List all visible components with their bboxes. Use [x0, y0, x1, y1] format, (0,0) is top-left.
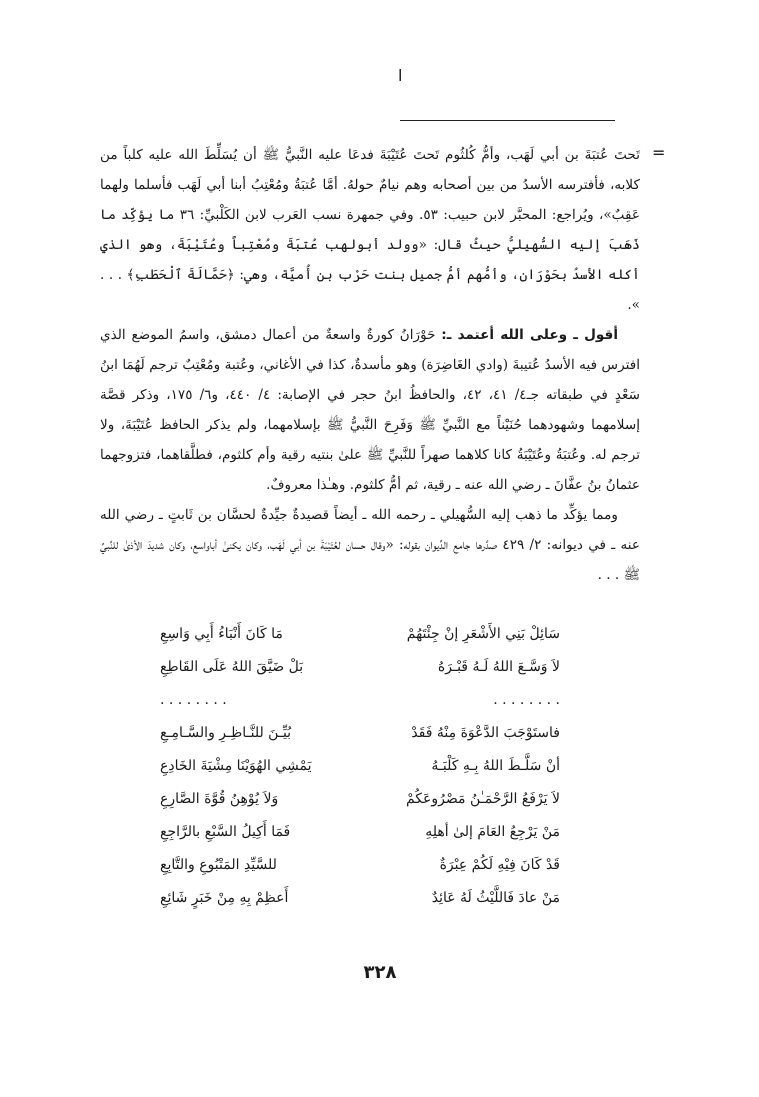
- verse-second-hemistich: بَلْ ضَيَّقَ اللهُ عَلَى القَاطِعِ: [160, 659, 304, 675]
- poem-verse: [160, 750, 560, 783]
- poem-verse: [160, 816, 560, 849]
- verse-second-hemistich: وَلاَ يُوْهِنُ قُوَّةَ الصَّارِعِ: [160, 791, 279, 807]
- poem-verse: [160, 618, 560, 651]
- poem-verse: [160, 783, 560, 816]
- verse-first-hemistich: لاَ وَسَّـعَ اللهُ لَـهُ قَبْـرَهُ: [437, 659, 560, 675]
- verse-first-hemistich: سَائِلْ بَنِي الأَشْعَرِ إنْ جِئْتَهُمْ: [406, 626, 560, 642]
- poem-verse: [160, 882, 560, 915]
- verse-second-hemistich: للسَّيِّدِ المَتْبُوعِ والتَّابِعِ: [160, 857, 277, 873]
- footnote-text: [100, 140, 640, 590]
- footnote-divider: [400, 120, 615, 121]
- verse-second-hemistich: فَمَا أَكِيلُ السَّبْعِ بالرَّاجِعِ: [160, 824, 291, 840]
- poem-verse: [160, 717, 560, 750]
- paragraph-2-lead: أقول ـ وعلى الله أعتمد ـ:: [441, 327, 618, 343]
- verse-second-hemistich: . . . . . . . .: [160, 692, 227, 708]
- paragraph-1: تَحتَ عُتبَةَ بن أبي لَهَب، وأمُّ كُلثُوم تَحتَ عُتَيْبَةَ فدعَا عليه النَّبيُّ ﷺ أن يُسَلِّطَ الله عليه كلباً من كلابه، فأفترسه الأسدُ من بين أصحابه وهم نيامٌ حولهُ. أمَّا عُتبَةُ ومُعْتِبُ أبنا أبي لَهَب فأسلما ولهما عَقِبٌ»، ويُراجع: المحبَّر لابن حبيب: ٥٣. وفي جمهرة نسب العَرب لابن الكَلْبيِّ: ٣٦ ما يؤكِّد ما ذَهَبَ إليه السُّهيليُّ حيثُ قال: «وولد أبولهب عُتبَةَ ومُعْتِباً وعُتَيْبَةَ، وهو الذي أكله الأسدُ بحَوْرَان، وأمُّهم أمُّ جميل بنت حَرْب بن أُميَّة، وهي: ﴿حَمَّالَةَ ٱلْحَطَبِ﴾ . . . ».: [100, 147, 641, 313]
- verse-second-hemistich: أَعظِمْ بِهِ مِنْ خَبَرٍ شَائِعِ: [160, 890, 289, 906]
- verse-first-hemistich: مَنْ يَرْجِعُ العَامَ إلىٰ أهلِهِ: [425, 824, 560, 840]
- verse-first-hemistich: قَدْ كَانَ فِيْهِ لَكُمْ عِبْرَةٌ: [439, 857, 560, 873]
- verse-first-hemistich: مَنْ عادَ فَاللَّيْثُ لَهُ عَائِدٌ: [431, 890, 560, 906]
- paragraph-2: [100, 320, 640, 500]
- poem: [160, 618, 560, 915]
- verse-first-hemistich: أنْ سَلَّـطَ اللهُ بِـهِ كَلْبَـهُ: [431, 758, 560, 774]
- paragraph-2-text: حَوْرَانُ كورةٌ واسعةٌ من أعمال دمشق، واسمُ الموضع الذي افترس فيه الأسدُ عُتيبةَ (وادي الغَاضِرَة) وهو مأسدةٌ، كذا في الأغاني، وعُتبة ومُعْتِبٌ ترجم لَهُمَا ابنُ سَعْدٍ في طبقاته جـ٤/ ٤١، ٤٢، والحافظُ ابنُ حجر في الإصابة: ٤/ ٤٤٠، و٦/ ١٧٥، وذكر قصَّة إسلامهما وشهودهما حُنَيْناً مع النَّبيِّ ﷺ وَفَرِحَ النَّبيُّ ﷺ بإسلامهما، ولم يذكر الحافظ عُتَيْبَةَ، ولا ترجم له. وعُتبَةُ وعُتَيْبَةُ كانا كلاهما صهراً للنَّبيِّ ﷺ علىٰ بنتيه رقية وأم كلثوم، فطلَّقاهما، فتزوجهما عثمانُ بنُ عفَّانَ ـ رضي الله عنه ـ رقية، ثم أمُّ كلثوم. وهـٰذا معروفٌ.: [100, 327, 641, 493]
- poem-verse: [160, 849, 560, 882]
- verse-second-hemistich: مَا كَانَ أَنْبَاءُ أَبِي وَاسِعِ: [160, 626, 283, 642]
- continuation-mark: =: [652, 143, 666, 162]
- paragraph-3: ومما يؤكِّد ما ذهب إليه السُّهيلي ـ رحمه الله ـ أيضاً قصيدةٌ جيِّدةٌ لحسَّان بن ثَابتٍ ـ رضي الله عنه ـ في ديوانه: ٢/ ٤٢٩ صدَّرها جامع الدِّيوان بقوله: «وقال حسان لعُتَيْبَةَ بن أبي لَهَب، وكان يكنىٰ أباواسع، وكان شديدَ الأذىٰ للنَّبيِّ ﷺ . . .: [100, 507, 640, 583]
- verse-second-hemistich: بُيِّـنَ للنَّـاظِـرِ والسَّـامِـعِ: [160, 725, 292, 741]
- poem-verse: [160, 651, 560, 684]
- poem-ellipsis-line: [160, 684, 560, 717]
- top-margin-mark: ا: [398, 66, 403, 85]
- verse-second-hemistich: يَمْشِي الهُوَيْنَا مِشْيَةَ الخَادِعِ: [160, 758, 312, 774]
- verse-first-hemistich: . . . . . . . .: [493, 692, 560, 708]
- verse-first-hemistich: لاَ يَرْفَعُ الرَّحْمَـٰنُ مَصْرُوعَكُمْ: [405, 791, 560, 807]
- verse-first-hemistich: فاستَوْجَبَ الدَّعْوَةَ مِنْهُ فَقَدْ: [411, 725, 560, 741]
- page-number: ٣٢٨: [363, 962, 397, 983]
